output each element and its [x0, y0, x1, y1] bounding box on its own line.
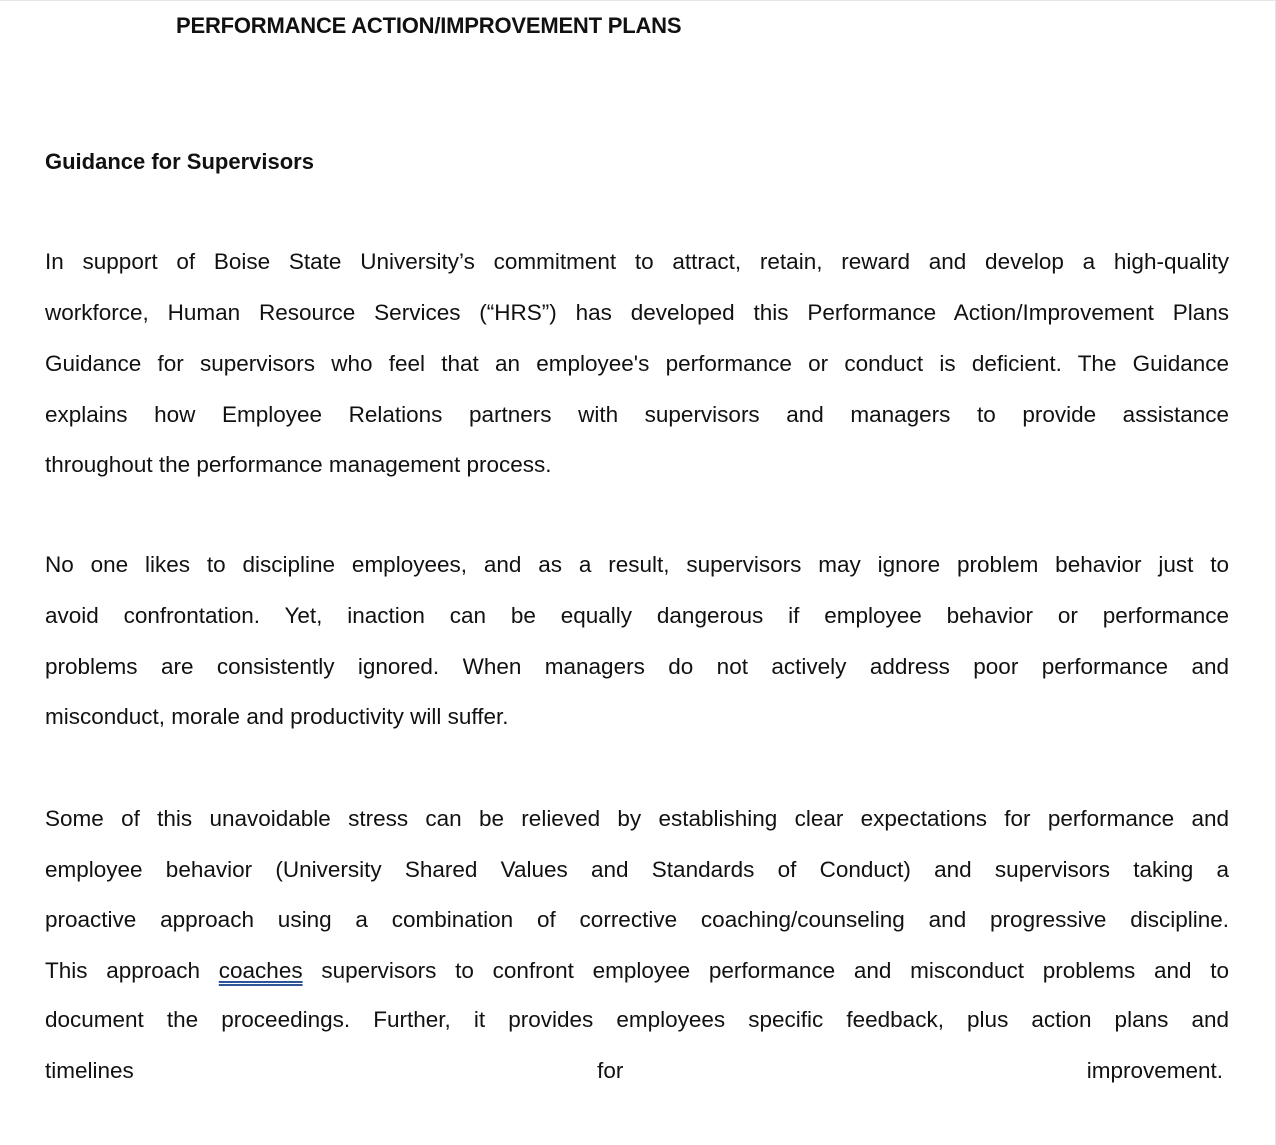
- document-title: PERFORMANCE ACTION/IMPROVEMENT PLANS: [176, 13, 682, 38]
- paragraph-line: In support of Boise State University’s commitment to attract, retain, reward and develop a high-quality: [45, 249, 1229, 274]
- paragraph-line: document the proceedings. Further, it provides employees specific feedback, plus action plans and: [45, 1007, 1229, 1032]
- paragraph-line: No one likes to discipline employees, and as a result, supervisors may ignore problem behavior just to: [45, 552, 1229, 577]
- line-text: This approach: [45, 958, 219, 983]
- paragraph-line: problems are consistently ignored. When managers do not actively address poor performance and: [45, 654, 1229, 679]
- paragraph-line: misconduct, morale and productivity will suffer.: [45, 704, 509, 729]
- paragraph-line: Some of this unavoidable stress can be relieved by establishing clear expectations for performance and: [45, 806, 1229, 831]
- paragraph-line: [45, 958, 1229, 984]
- paragraph-line: explains how Employee Relations partners with supervisors and managers to provide assistance: [45, 402, 1229, 427]
- paragraph-line: workforce, Human Resource Services (“HRS”) has developed this Performance Action/Improvement Plans: [45, 300, 1229, 325]
- paragraph-line: timelines for improvement.: [45, 1058, 1223, 1083]
- paragraph-line: employee behavior (University Shared Values and Standards of Conduct) and supervisors taking a: [45, 857, 1229, 882]
- paragraph-line: throughout the performance management process.: [45, 452, 552, 477]
- line-text: supervisors to confront employee performance and misconduct problems and to: [302, 958, 1229, 983]
- grammar-flagged-word[interactable]: coaches: [218, 958, 303, 983]
- paragraph-line: Guidance for supervisors who feel that an employee's performance or conduct is deficient. The Guidance: [45, 351, 1229, 376]
- section-heading: Guidance for Supervisors: [45, 149, 314, 174]
- paragraph-line: proactive approach using a combination of corrective coaching/counseling and progressive discipline.: [45, 907, 1229, 932]
- paragraph-line: avoid confrontation. Yet, inaction can be equally dangerous if employee behavior or performance: [45, 603, 1229, 628]
